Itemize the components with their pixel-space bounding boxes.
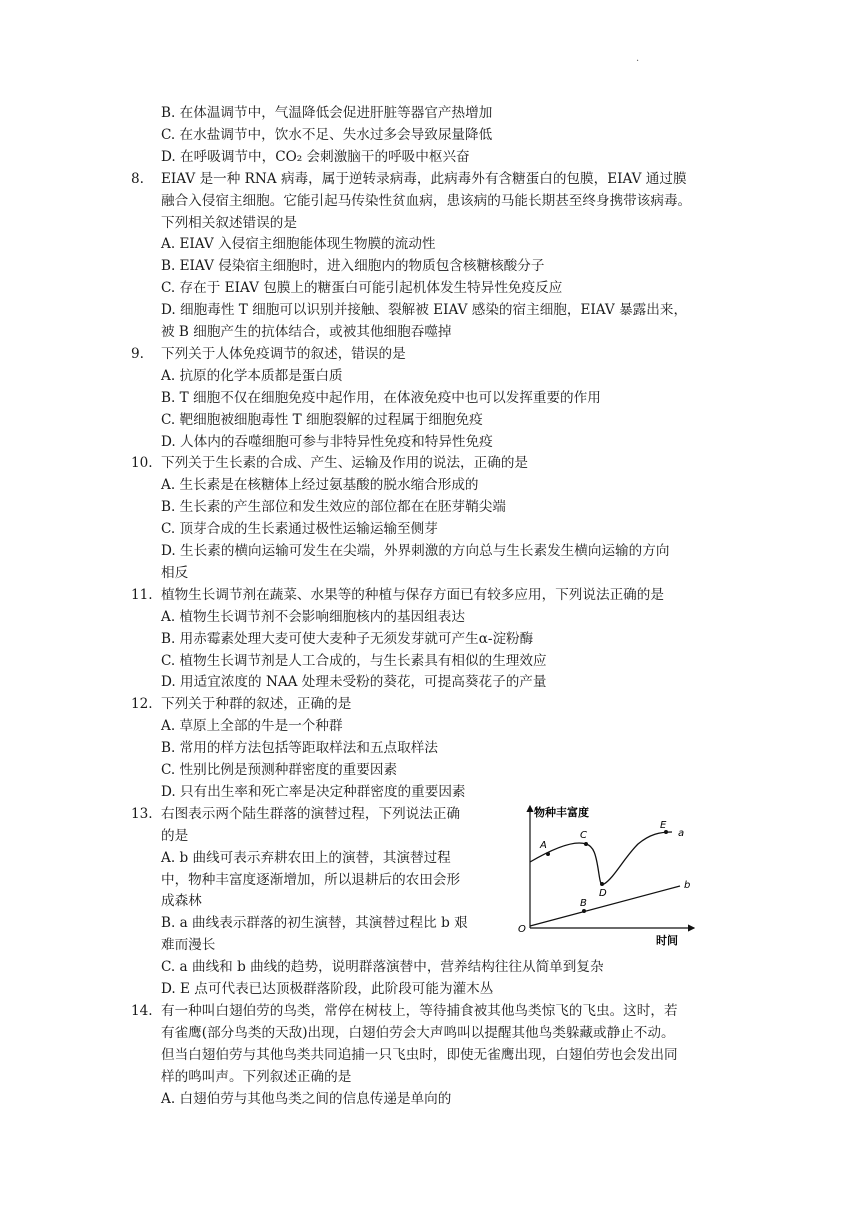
- text-line: 的是: [161, 828, 189, 844]
- text-line: C. 植物生长调节剂是人工合成的，与生长素具有相似的生理效应: [161, 653, 547, 669]
- question-number: 12.: [131, 696, 153, 712]
- point-d: [600, 882, 604, 886]
- text-line: D. 细胞毒性 T 细胞可以识别并接触、裂解被 EIAV 感染的宿主细胞，EIAV 暴露出来，: [161, 302, 688, 318]
- question-number: 10.: [131, 455, 153, 471]
- text-line: B. 生长素的产生部位和发生效应的部位都在在胚芽鞘尖端: [161, 499, 506, 515]
- curve-a: [530, 832, 672, 884]
- text-line: D. 人体内的吞噬细胞可参与非特异性免疫和特异性免疫: [161, 434, 493, 450]
- question-number: 13.: [131, 806, 153, 822]
- text-line: B. 在体温调节中，气温降低会促进肝脏等器官产热增加: [161, 105, 493, 121]
- text-line: C. 在水盐调节中，饮水不足、失水过多会导致尿量降低: [161, 127, 493, 143]
- text-line: B. EIAV 侵染宿主细胞时，进入细胞内的物质包含核糖核酸分子: [161, 258, 545, 274]
- text-line: B. T 细胞不仅在细胞免疫中起作用，在体液免疫中也可以发挥重要的作用: [161, 390, 601, 406]
- text-line: B. a 曲线表示群落的初生演替，其演替过程比 b 艰: [161, 915, 468, 931]
- origin-label: O: [518, 924, 526, 935]
- question-number: 8.: [131, 171, 144, 187]
- text-line: B. 常用的样方法包括等距取样法和五点取样法: [161, 740, 438, 756]
- text-line: 难而漫长: [161, 937, 216, 953]
- text-line: 但当白翅伯劳与其他鸟类共同追捕一只飞虫时，即使无雀鹰出现，白翅伯劳也会发出同: [161, 1047, 678, 1063]
- y-axis-label: 物种丰富度: [534, 806, 589, 819]
- point-label-b: B: [580, 898, 587, 909]
- text-line: 样的鸣叫声。下列叙述正确的是: [161, 1069, 352, 1085]
- x-axis-label: 时间: [656, 934, 678, 946]
- text-line: 下列相关叙述错误的是: [161, 215, 297, 231]
- text-line: 被 B 细胞产生的抗体结合，或被其他细胞吞噬掉: [161, 324, 452, 340]
- text-line: A. 白翅伯劳与其他鸟类之间的信息传递是单向的: [161, 1091, 452, 1107]
- text-line: C. 靶细胞被细胞毒性 T 细胞裂解的过程属于细胞免疫: [161, 412, 483, 428]
- succession-figure: [514, 798, 700, 946]
- point-b: [582, 909, 586, 913]
- text-line: D. E 点可代表已达顶极群落阶段，此阶段可能为灌木丛: [161, 981, 494, 997]
- text-line: 右图表示两个陆生群落的演替过程，下列说法正确: [161, 806, 461, 822]
- text-line: 下列关于人体免疫调节的叙述，错误的是: [161, 346, 406, 362]
- text-line: D. 只有出生率和死亡率是决定种群密度的重要因素: [161, 784, 466, 800]
- question-number: 9.: [131, 346, 144, 362]
- text-line: 成森林: [161, 893, 202, 909]
- question-number: 11.: [131, 587, 153, 603]
- text-line: 相反: [161, 565, 189, 581]
- text-line: C. 存在于 EIAV 包膜上的糖蛋白可能引起机体发生特异性免疫反应: [161, 280, 563, 296]
- text-line: 下列关于生长素的合成、产生、运输及作用的说法，正确的是: [161, 455, 529, 471]
- text-line: D. 生长素的横向运输可发生在尖端，外界刺激的方向总与生长素发生横向运输的方向: [161, 543, 670, 559]
- point-label-a: A: [540, 840, 547, 851]
- text-line: 下列关于种群的叙述，正确的是: [161, 696, 352, 712]
- text-line: A. b 曲线可表示弃耕农田上的演替，其演替过程: [161, 850, 451, 866]
- text-line: B. 用赤霉素处理大麦可使大麦种子无须发芽就可产生α-淀粉酶: [161, 631, 534, 647]
- text-line: D. 在呼吸调节中，CO₂ 会刺激脑干的呼吸中枢兴奋: [161, 149, 470, 165]
- point-a: [546, 852, 550, 856]
- text-line: A. EIAV 入侵宿主细胞能体现生物膜的流动性: [161, 236, 436, 252]
- text-line: C. a 曲线和 b 曲线的趋势，说明群落演替中，营养结构往往从简单到复杂: [161, 959, 604, 975]
- text-line: 融合入侵宿主细胞。它能引起马传染性贫血病，患该病的马能长期甚至终身携带该病毒。: [161, 193, 692, 209]
- text-line: A. 植物生长调节剂不会影响细胞核内的基因组表达: [161, 609, 465, 625]
- text-line: A. 草原上全部的牛是一个种群: [161, 718, 343, 734]
- text-line: C. 性别比例是预测种群密度的重要因素: [161, 762, 398, 778]
- text-line: D. 用适宜浓度的 NAA 处理未受粉的葵花，可提高葵花子的产量: [161, 674, 547, 690]
- header-mark: ·: [636, 56, 640, 67]
- text-line: 有雀鹰(部分鸟类的天敌)出现，白翅伯劳会大声鸣叫以提醒其他鸟类躲藏或静止不动。: [161, 1025, 675, 1041]
- text-line: 有一种叫白翅伯劳的鸟类，常停在树枝上，等待捕食被其他鸟类惊飞的飞虫。这时，若: [161, 1003, 678, 1019]
- curve-label-b: b: [684, 880, 691, 891]
- text-line: A. 抗原的化学本质都是蛋白质: [161, 368, 343, 384]
- question-number: 14.: [131, 1003, 153, 1019]
- text-line: EIAV 是一种 RNA 病毒，属于逆转录病毒，此病毒外有含糖蛋白的包膜，EIAV 通过膜: [161, 171, 687, 187]
- text-line: A. 生长素是在核糖体上经过氨基酸的脱水缩合形成的: [161, 477, 479, 493]
- point-label-d: D: [599, 888, 607, 899]
- point-c: [584, 842, 588, 846]
- text-line: 中，物种丰富度逐渐增加，所以退耕后的农田会形: [161, 872, 461, 888]
- point-label-e: E: [660, 820, 667, 831]
- text-line: 植物生长调节剂在蔬菜、水果等的种植与保存方面已有较多应用，下列说法正确的是: [161, 587, 664, 603]
- text-line: C. 顶芽合成的生长素通过极性运输运输至侧芽: [161, 521, 438, 537]
- point-label-c: C: [580, 830, 587, 841]
- curve-label-a: a: [678, 828, 685, 839]
